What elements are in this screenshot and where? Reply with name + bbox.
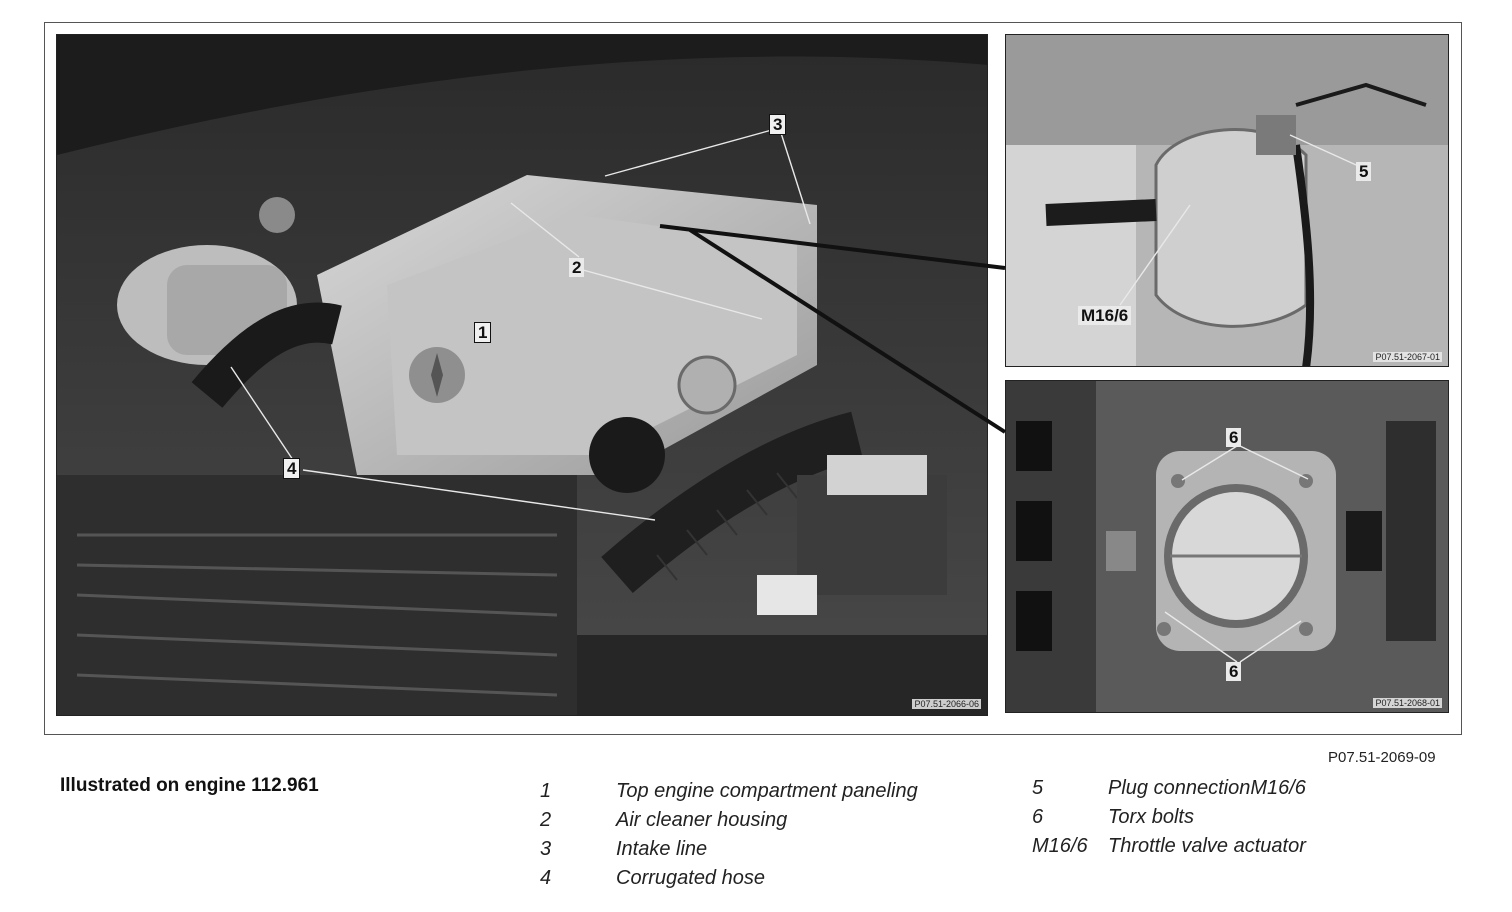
legend-number: 1 [540,780,552,802]
callout-m16-6: M16/6 [1078,306,1131,325]
legend-number: 2 [540,809,552,831]
photo-main-code: P07.51-2066-06 [914,699,979,709]
legend-label: Torx bolts [1108,806,1194,828]
callout-6-bottom: 6 [1226,662,1241,681]
legend-number: M16/6 [1032,835,1088,857]
legend-label: Air cleaner housing [616,809,788,831]
legend-item [1032,806,1472,835]
engine-compartment-illustration [57,35,988,716]
legend-label: Plug connectionM16/6 [1108,777,1306,799]
callout-2: 2 [569,258,584,277]
photo-top-code: P07.51-2067-01 [1375,352,1440,362]
legend-item [540,838,980,867]
callout-3: 3 [769,114,786,135]
throttle-actuator-photo [1005,34,1449,367]
legend-item [1032,777,1472,806]
legend-number: 3 [540,838,552,860]
callout-1: 1 [474,322,491,343]
legend-right [1032,777,1472,864]
callout-5: 5 [1356,162,1371,181]
legend-number: 4 [540,867,552,889]
photo-bottom-code: P07.51-2068-01 [1375,698,1440,708]
legend-number: 6 [1032,806,1044,828]
engine-compartment-photo [56,34,988,716]
legend-label: Throttle valve actuator [1108,835,1306,857]
legend-number: 5 [1032,777,1044,799]
legend-label: Intake line [616,838,708,860]
legend-left [540,780,980,896]
engine-note: Illustrated on engine 112.961 [60,775,319,796]
legend-label: Corrugated hose [616,867,765,889]
legend-item [540,867,980,896]
legend-item [540,809,980,838]
callout-6-top: 6 [1226,428,1241,447]
legend-label: Top engine compartment paneling [616,780,918,802]
legend-item [540,780,980,809]
callout-4: 4 [283,458,300,479]
legend-item [1032,835,1472,864]
figure-code: P07.51-2069-09 [1328,749,1436,766]
throttle-actuator-illustration [1006,35,1449,367]
